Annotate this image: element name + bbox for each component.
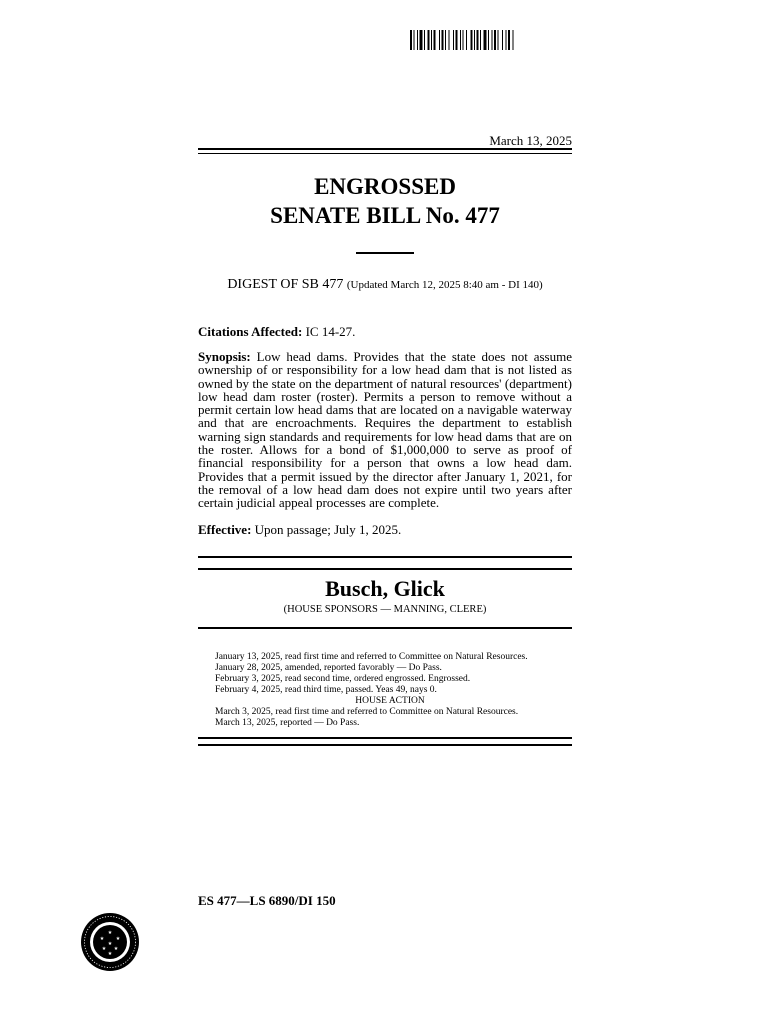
state-seal-icon (80, 912, 140, 972)
house-action-heading: HOUSE ACTION (355, 696, 425, 706)
legislative-actions (215, 652, 565, 729)
citations-affected (198, 324, 355, 340)
actions-rule-top (198, 737, 572, 739)
digest-heading (198, 277, 572, 293)
effective-text: Upon passage; July 1, 2025. (254, 522, 402, 537)
svg-text:★: ★ (99, 936, 105, 942)
svg-text:★: ★ (115, 936, 121, 942)
citations-label: Citations Affected: (198, 324, 303, 339)
citations-text: IC 14-27. (305, 324, 356, 339)
synopsis-text: Low head dams. Provides that the state does not assume ownership of or responsibility for a low head dam that is not listed as owned by the state on the department of natural resources' (department) low head dam roster (roster). Permits a person to remove without a permit certain low head dams that are located on a navigable waterway and that are encroachments. Requires the department to establish warning sign standards and requirements for low head dams that are on the roster. Allows for a bond of $1,000,000 to serve as proof of financial responsibility for a person that owns a low head dam. Provides that a permit issued by the director after January 1, 2021, for the removal of a low head dam does not expire until two years after certain judicial appeal processes are complete. (198, 349, 572, 511)
digest-label: DIGEST OF SB 477 (227, 277, 344, 292)
effective-label: Effective: (198, 522, 252, 537)
document-date: March 13, 2025 (489, 133, 572, 148)
bill-title-line2: SENATE BILL No. 477 (270, 203, 500, 228)
barcode-icon (410, 30, 590, 50)
senate-action-line: February 3, 2025, read second time, ordered engrossed. Engrossed. (215, 674, 471, 684)
sponsor-rule-top-1 (198, 556, 572, 558)
senate-authors: Busch, Glick (325, 576, 445, 601)
house-sponsors: (HOUSE SPONSORS — MANNING, CLERE) (283, 604, 487, 615)
document-code: ES 477—LS 6890/DI 150 (198, 893, 336, 908)
header-rule-top (198, 148, 572, 150)
sponsor-rule-top-2 (198, 568, 572, 570)
senate-action-line: February 4, 2025, read third time, passed. Yeas 49, nays 0. (215, 685, 437, 695)
svg-text:★: ★ (107, 941, 113, 947)
title-divider (356, 252, 414, 254)
effective-date (198, 522, 401, 538)
senate-action-line: January 28, 2025, amended, reported favorably — Do Pass. (215, 663, 442, 673)
bill-title-line1: ENGROSSED (314, 174, 456, 199)
svg-text:★: ★ (107, 951, 113, 957)
house-action-line: March 3, 2025, read first time and referred to Committee on Natural Resources. (215, 707, 519, 717)
house-action-line: March 13, 2025, reported — Do Pass. (215, 718, 360, 728)
svg-text:★: ★ (113, 946, 119, 952)
header-rule-bottom (198, 153, 572, 154)
bill-title (198, 172, 572, 230)
digest-updated: (Updated March 12, 2025 8:40 am - DI 140) (346, 279, 543, 291)
actions-rule-bottom (198, 744, 572, 746)
synopsis-label: Synopsis: (198, 349, 251, 364)
senate-action-line: January 13, 2025, read first time and referred to Committee on Natural Resources. (215, 652, 528, 662)
svg-text:★: ★ (107, 930, 113, 936)
synopsis (198, 350, 572, 510)
sponsor-rule-bottom (198, 627, 572, 629)
svg-text:★: ★ (101, 946, 107, 952)
